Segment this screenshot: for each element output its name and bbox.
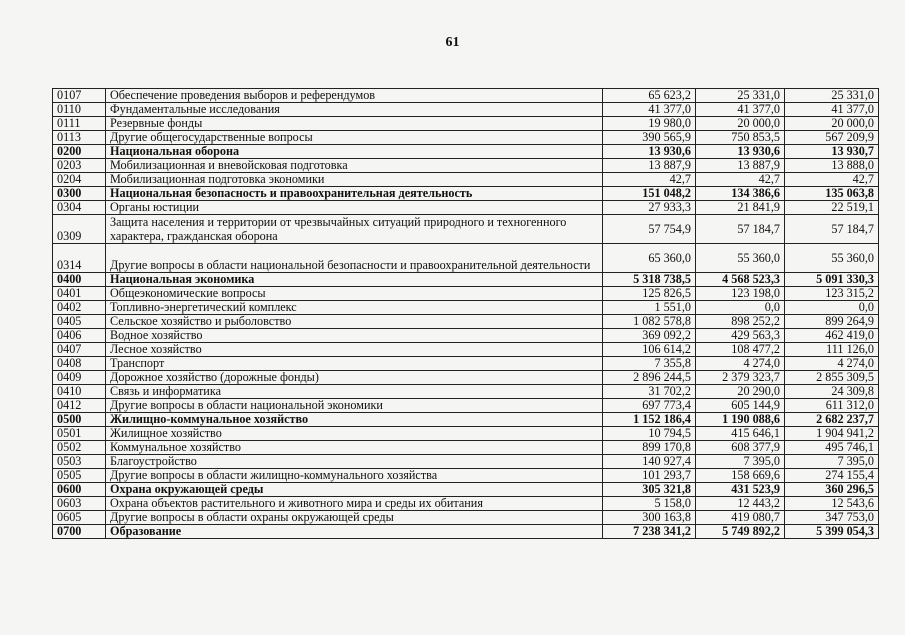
code-cell: 0300	[53, 187, 106, 201]
name-cell: Благоустройство	[106, 455, 603, 469]
value-cell-1: 27 933,3	[603, 201, 696, 215]
value-cell-1: 5 158,0	[603, 497, 696, 511]
name-cell: Мобилизационная подготовка экономики	[106, 173, 603, 187]
code-cell: 0412	[53, 399, 106, 413]
value-cell-2: 12 443,2	[696, 497, 785, 511]
value-cell-2: 13 930,6	[696, 145, 785, 159]
code-cell: 0113	[53, 131, 106, 145]
value-cell-3: 0,0	[785, 301, 879, 315]
value-cell-1: 1 082 578,8	[603, 315, 696, 329]
name-cell: Национальная безопасность и правоохранительная деятельность	[106, 187, 603, 201]
value-cell-2: 123 198,0	[696, 287, 785, 301]
value-cell-2: 608 377,9	[696, 441, 785, 455]
table-row	[53, 173, 879, 187]
name-cell: Другие вопросы в области национальной безопасности и правоохранительной деятельности	[106, 244, 603, 273]
budget-table	[52, 88, 879, 539]
value-cell-3: 5 091 330,3	[785, 273, 879, 287]
value-cell-2: 898 252,2	[696, 315, 785, 329]
code-cell: 0502	[53, 441, 106, 455]
table-row	[53, 357, 879, 371]
name-cell: Резервные фонды	[106, 117, 603, 131]
name-cell: Связь и информатика	[106, 385, 603, 399]
name-cell: Коммунальное хозяйство	[106, 441, 603, 455]
value-cell-2: 1 190 088,6	[696, 413, 785, 427]
value-cell-1: 57 754,9	[603, 215, 696, 244]
value-cell-1: 125 826,5	[603, 287, 696, 301]
value-cell-3: 274 155,4	[785, 469, 879, 483]
code-cell: 0603	[53, 497, 106, 511]
value-cell-3: 462 419,0	[785, 329, 879, 343]
value-cell-3: 495 746,1	[785, 441, 879, 455]
code-cell: 0110	[53, 103, 106, 117]
value-cell-3: 55 360,0	[785, 244, 879, 273]
table-row	[53, 145, 879, 159]
name-cell: Водное хозяйство	[106, 329, 603, 343]
name-cell: Другие общегосударственные вопросы	[106, 131, 603, 145]
table-row	[53, 117, 879, 131]
value-cell-2: 134 386,6	[696, 187, 785, 201]
code-cell: 0200	[53, 145, 106, 159]
value-cell-2: 13 887,9	[696, 159, 785, 173]
value-cell-1: 13 930,6	[603, 145, 696, 159]
value-cell-1: 305 321,8	[603, 483, 696, 497]
value-cell-2: 419 080,7	[696, 511, 785, 525]
code-cell: 0503	[53, 455, 106, 469]
name-cell: Жилищно-коммунальное хозяйство	[106, 413, 603, 427]
value-cell-2: 20 000,0	[696, 117, 785, 131]
value-cell-1: 390 565,9	[603, 131, 696, 145]
value-cell-3: 22 519,1	[785, 201, 879, 215]
value-cell-1: 369 092,2	[603, 329, 696, 343]
table-row	[53, 301, 879, 315]
value-cell-2: 2 379 323,7	[696, 371, 785, 385]
name-cell: Топливно-энергетический комплекс	[106, 301, 603, 315]
table-row	[53, 273, 879, 287]
value-cell-2: 0,0	[696, 301, 785, 315]
value-cell-3: 2 682 237,7	[785, 413, 879, 427]
value-cell-3: 20 000,0	[785, 117, 879, 131]
name-cell: Защита населения и территории от чрезвычайных ситуаций природного и техногенного характера, гражданская оборона	[106, 215, 603, 244]
value-cell-1: 2 896 244,5	[603, 371, 696, 385]
value-cell-2: 42,7	[696, 173, 785, 187]
value-cell-2: 415 646,1	[696, 427, 785, 441]
value-cell-3: 111 126,0	[785, 343, 879, 357]
table-row	[53, 215, 879, 244]
name-cell: Обеспечение проведения выборов и референдумов	[106, 89, 603, 103]
table-row	[53, 385, 879, 399]
code-cell: 0405	[53, 315, 106, 329]
value-cell-1: 697 773,4	[603, 399, 696, 413]
value-cell-3: 13 888,0	[785, 159, 879, 173]
value-cell-2: 57 184,7	[696, 215, 785, 244]
value-cell-3: 1 904 941,2	[785, 427, 879, 441]
table-row	[53, 103, 879, 117]
code-cell: 0600	[53, 483, 106, 497]
name-cell: Транспорт	[106, 357, 603, 371]
value-cell-3: 123 315,2	[785, 287, 879, 301]
code-cell: 0407	[53, 343, 106, 357]
code-cell: 0505	[53, 469, 106, 483]
value-cell-3: 24 309,8	[785, 385, 879, 399]
value-cell-3: 611 312,0	[785, 399, 879, 413]
value-cell-2: 25 331,0	[696, 89, 785, 103]
value-cell-3: 5 399 054,3	[785, 525, 879, 539]
value-cell-2: 750 853,5	[696, 131, 785, 145]
value-cell-1: 19 980,0	[603, 117, 696, 131]
value-cell-3: 2 855 309,5	[785, 371, 879, 385]
value-cell-3: 12 543,6	[785, 497, 879, 511]
value-cell-1: 106 614,2	[603, 343, 696, 357]
table-row	[53, 244, 879, 273]
table-row	[53, 455, 879, 469]
code-cell: 0401	[53, 287, 106, 301]
code-cell: 0314	[53, 244, 106, 273]
code-cell: 0408	[53, 357, 106, 371]
code-cell: 0605	[53, 511, 106, 525]
value-cell-3: 135 063,8	[785, 187, 879, 201]
value-cell-2: 605 144,9	[696, 399, 785, 413]
value-cell-2: 20 290,0	[696, 385, 785, 399]
value-cell-3: 25 331,0	[785, 89, 879, 103]
value-cell-3: 57 184,7	[785, 215, 879, 244]
value-cell-2: 5 749 892,2	[696, 525, 785, 539]
name-cell: Другие вопросы в области охраны окружающей среды	[106, 511, 603, 525]
value-cell-2: 55 360,0	[696, 244, 785, 273]
value-cell-1: 300 163,8	[603, 511, 696, 525]
table-row	[53, 371, 879, 385]
code-cell: 0111	[53, 117, 106, 131]
page-number: 61	[445, 35, 460, 50]
table-row	[53, 315, 879, 329]
value-cell-1: 13 887,9	[603, 159, 696, 173]
value-cell-1: 1 551,0	[603, 301, 696, 315]
code-cell: 0500	[53, 413, 106, 427]
name-cell: Охрана объектов растительного и животного мира и среды их обитания	[106, 497, 603, 511]
name-cell: Охрана окружающей среды	[106, 483, 603, 497]
table-row	[53, 131, 879, 145]
value-cell-3: 4 274,0	[785, 357, 879, 371]
code-cell: 0406	[53, 329, 106, 343]
name-cell: Общеэкономические вопросы	[106, 287, 603, 301]
value-cell-1: 42,7	[603, 173, 696, 187]
value-cell-3: 567 209,9	[785, 131, 879, 145]
value-cell-1: 101 293,7	[603, 469, 696, 483]
table-row	[53, 511, 879, 525]
name-cell: Сельское хозяйство и рыболовство	[106, 315, 603, 329]
code-cell: 0410	[53, 385, 106, 399]
table-row	[53, 427, 879, 441]
table-row	[53, 469, 879, 483]
value-cell-3: 41 377,0	[785, 103, 879, 117]
table-row	[53, 187, 879, 201]
value-cell-3: 360 296,5	[785, 483, 879, 497]
value-cell-1: 899 170,8	[603, 441, 696, 455]
name-cell: Другие вопросы в области жилищно-коммунального хозяйства	[106, 469, 603, 483]
code-cell: 0309	[53, 215, 106, 244]
name-cell: Другие вопросы в области национальной экономики	[106, 399, 603, 413]
code-cell: 0409	[53, 371, 106, 385]
name-cell: Органы юстиции	[106, 201, 603, 215]
value-cell-2: 431 523,9	[696, 483, 785, 497]
name-cell: Лесное хозяйство	[106, 343, 603, 357]
table-row	[53, 201, 879, 215]
value-cell-2: 21 841,9	[696, 201, 785, 215]
table-row	[53, 399, 879, 413]
value-cell-2: 158 669,6	[696, 469, 785, 483]
value-cell-1: 7 238 341,2	[603, 525, 696, 539]
value-cell-2: 7 395,0	[696, 455, 785, 469]
name-cell: Образование	[106, 525, 603, 539]
table-row	[53, 343, 879, 357]
code-cell: 0400	[53, 273, 106, 287]
table-row	[53, 483, 879, 497]
code-cell: 0304	[53, 201, 106, 215]
code-cell: 0107	[53, 89, 106, 103]
value-cell-1: 140 927,4	[603, 455, 696, 469]
value-cell-3: 7 395,0	[785, 455, 879, 469]
table-body	[53, 89, 879, 539]
table-row	[53, 329, 879, 343]
table-row	[53, 89, 879, 103]
value-cell-1: 10 794,5	[603, 427, 696, 441]
value-cell-2: 4 568 523,3	[696, 273, 785, 287]
value-cell-1: 65 623,2	[603, 89, 696, 103]
value-cell-1: 65 360,0	[603, 244, 696, 273]
code-cell: 0203	[53, 159, 106, 173]
value-cell-1: 1 152 186,4	[603, 413, 696, 427]
code-cell: 0204	[53, 173, 106, 187]
value-cell-2: 429 563,3	[696, 329, 785, 343]
code-cell: 0402	[53, 301, 106, 315]
value-cell-2: 4 274,0	[696, 357, 785, 371]
value-cell-1: 41 377,0	[603, 103, 696, 117]
code-cell: 0700	[53, 525, 106, 539]
name-cell: Дорожное хозяйство (дорожные фонды)	[106, 371, 603, 385]
value-cell-3: 899 264,9	[785, 315, 879, 329]
name-cell: Национальная оборона	[106, 145, 603, 159]
name-cell: Национальная экономика	[106, 273, 603, 287]
table-row	[53, 441, 879, 455]
table-row	[53, 287, 879, 301]
code-cell: 0501	[53, 427, 106, 441]
value-cell-3: 13 930,7	[785, 145, 879, 159]
table-row	[53, 497, 879, 511]
value-cell-1: 7 355,8	[603, 357, 696, 371]
name-cell: Жилищное хозяйство	[106, 427, 603, 441]
value-cell-1: 151 048,2	[603, 187, 696, 201]
name-cell: Фундаментальные исследования	[106, 103, 603, 117]
value-cell-1: 5 318 738,5	[603, 273, 696, 287]
value-cell-1: 31 702,2	[603, 385, 696, 399]
name-cell: Мобилизационная и вневойсковая подготовка	[106, 159, 603, 173]
table-row	[53, 413, 879, 427]
table-row	[53, 525, 879, 539]
table-row	[53, 159, 879, 173]
value-cell-2: 41 377,0	[696, 103, 785, 117]
value-cell-2: 108 477,2	[696, 343, 785, 357]
value-cell-3: 42,7	[785, 173, 879, 187]
value-cell-3: 347 753,0	[785, 511, 879, 525]
